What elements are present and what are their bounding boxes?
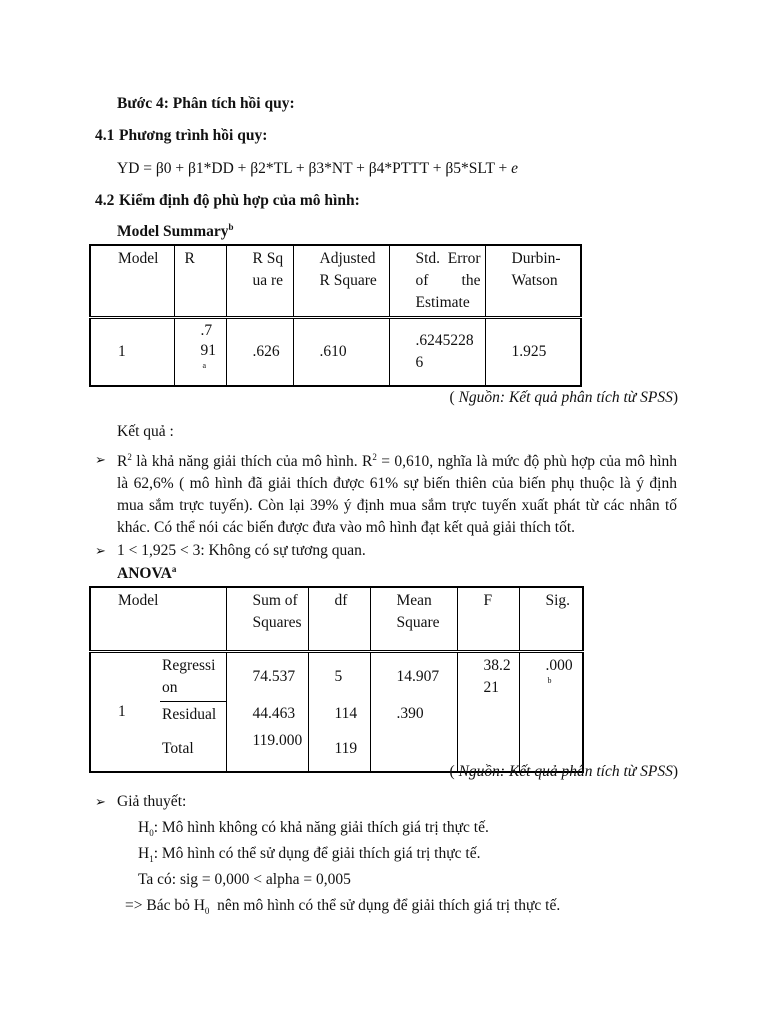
- section-42-title: Kiểm định độ phù hợp của mô hình:: [119, 192, 360, 209]
- ms-header-std-error: Std. Error of the Estimate: [389, 245, 485, 318]
- section-41-title: Phương trình hồi quy:: [119, 127, 268, 144]
- ms-cell-r-square: .626: [226, 318, 293, 386]
- ms-cell-r-sup: a: [202, 361, 207, 370]
- ms-cell-adj-r-square: .610: [293, 318, 389, 386]
- anova-cell-mean-sq-residual: .390: [370, 701, 457, 728]
- ms-header-durbin-watson: Durbin-Watson: [485, 245, 581, 318]
- hypothesis-label: Giả thuyết:: [117, 793, 187, 810]
- anova-title-sup: a: [171, 563, 177, 574]
- anova-cell-sig: .000 b: [519, 651, 583, 772]
- anova-cell-mean-sq-regression: 14.907: [370, 651, 457, 701]
- bullet-arrow-icon-2: ➢: [95, 544, 106, 559]
- bullet-arrow-icon-3: ➢: [95, 795, 106, 810]
- step4-heading: Bước 4: Phân tích hồi quy:: [117, 95, 295, 112]
- anova-cell-f: 38.2 21: [457, 651, 519, 772]
- anova-header-sig: Sig.: [519, 587, 583, 651]
- anova-header-f: F: [457, 587, 519, 651]
- bullet2-text: 1 < 1,925 < 3: Không có sự tương quan.: [117, 542, 366, 559]
- bullet1-paragraph: $R^2$ là khả năng giải thích của mô hình. $R^2 = 0,610$, nghĩa là mức độ phù hợp của mô hình là 62,6% ( mô hình đã giải thích được 61% sự biến thiên của biến phụ thuộc là ý định mua sắm trực tuyến). Còn lại 39% ý định mua sắm trực tuyến xuất phát từ các nhân tố khác. Có thể nói các biến được đưa vào mô hình đạt kết quả giải thích tốt.: [117, 451, 677, 536]
- ms-cell-std-error: .6245228 6: [389, 318, 485, 386]
- anova-header-df: df: [308, 587, 370, 651]
- hypothesis-h0: $H_0$: Mô hình không có khả năng giải thích giá trị thực tế.: [138, 819, 489, 839]
- section-42-number: 4.2: [95, 192, 115, 209]
- model-summary-title: Model Summary$^b$: [117, 221, 234, 240]
- bullet-arrow-icon: ➢: [95, 453, 106, 468]
- equation-error-term: e: [511, 160, 519, 177]
- anova-cell-sum-sq-residual: 44.463: [226, 701, 308, 728]
- anova-cell-sig-sup: b: [547, 675, 552, 685]
- source-note-2: ( Nguồn: Kết quả phân tích từ SPSS): [449, 763, 678, 780]
- anova-cell-model-number: 1: [90, 651, 160, 772]
- hypothesis-h1: $H_1$: Mô hình có thể sử dụng để giải thích giá trị thực tế.: [138, 845, 481, 865]
- anova-cell-name-total: Total: [160, 728, 226, 772]
- anova-header-sum-of-squares: Sum of Squares: [226, 587, 308, 651]
- ms-header-r: R: [174, 245, 226, 318]
- anova-cell-sum-sq-regression: 74.537: [226, 651, 308, 701]
- hypothesis-conclusion: => Bác bỏ $H_0$ nên mô hình có thể sử dụng để giải thích giá trị thực tế.: [125, 897, 561, 917]
- ms-header-model: Model: [90, 245, 174, 318]
- anova-cell-df-total: 119: [308, 728, 370, 772]
- anova-cell-name-residual: Residual: [160, 701, 226, 728]
- ms-header-r-square: R Squa re: [226, 245, 293, 318]
- source-note-1: ( Nguồn: Kết quả phân tích từ SPSS): [449, 389, 678, 406]
- result-label: Kết quả :: [117, 423, 174, 440]
- anova-header-mean-square: Mean Square: [370, 587, 457, 651]
- anova-header-model: Model: [90, 587, 226, 651]
- anova-cell-name-regression: Regression: [160, 651, 226, 701]
- ms-cell-durbin-watson: 1.925: [485, 318, 581, 386]
- hypothesis-sig-compare: Ta có: sig = 0,000 < alpha = 0,005: [138, 871, 351, 888]
- model-summary-title-sup: b: [228, 221, 234, 232]
- anova-cell-mean-sq-total: [370, 728, 457, 772]
- ms-cell-r: .7 91 a: [174, 318, 226, 386]
- section-41-number: 4.1: [95, 127, 115, 144]
- anova-table: [89, 586, 584, 773]
- ms-header-adjusted-r-square: Adjusted R Square: [293, 245, 389, 318]
- equation-text: YD = β0 + β1*DD + β2*TL + β3*NT + β4*PTTT + β5*SLT +: [117, 160, 512, 177]
- anova-cell-sum-sq-total: 119.000: [226, 728, 308, 772]
- anova-cell-df-residual: 114: [308, 701, 370, 728]
- ms-cell-model: 1: [90, 318, 174, 386]
- model-summary-table: [89, 244, 582, 387]
- anova-title: ANOVA$^a$: [117, 563, 177, 582]
- anova-cell-df-regression: 5: [308, 651, 370, 701]
- regression-equation: [117, 159, 518, 180]
